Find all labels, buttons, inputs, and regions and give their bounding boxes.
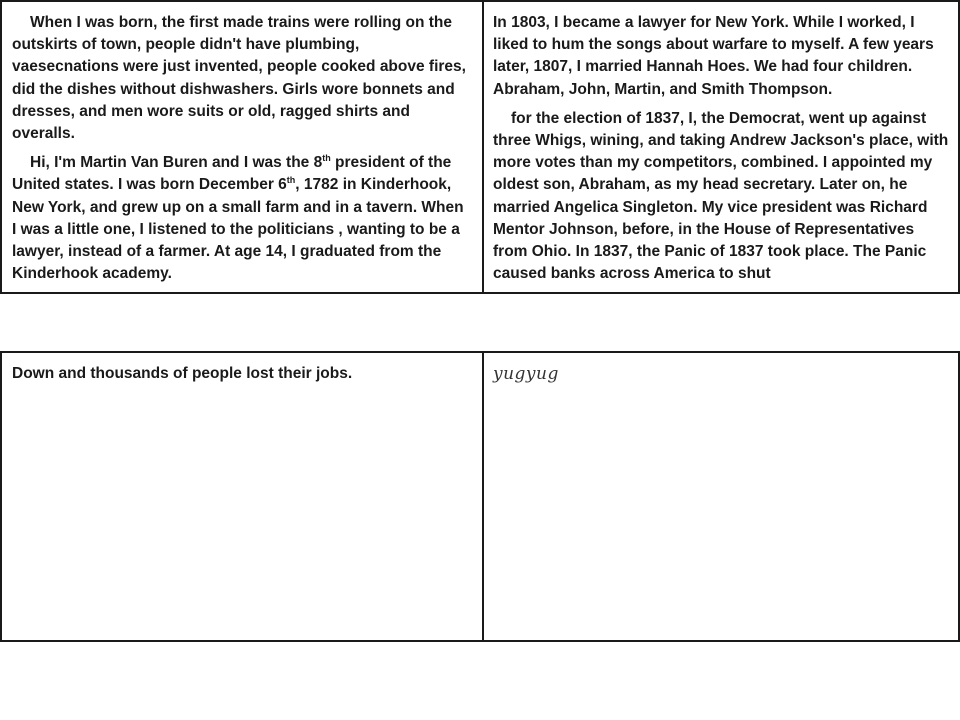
intro-text-part-1: Hi, I'm Martin Van Buren and I was the 8: [30, 154, 323, 172]
ordinal-suffix: th: [286, 175, 296, 186]
panic-continuation-paragraph: Down and thousands of people lost their jobs.: [12, 365, 353, 382]
top-row: [1, 1, 959, 293]
election-paragraph: for the election of 1837, I, the Democrat, went up against three Whigs, wining, and taking Andrew Jackson's place, with more votes than my competitors, combined. I appointed my oldest son, Abraham, as my head secretary. Later on, he married Angelica Singleton. My vice president was Richard Mentor Johnson, before, in the House of Representatives from Ohio. In 1837, the Panic of 1837 took place. The Panic caused banks across America to shut: [493, 109, 949, 283]
scribble-text: yugyug: [493, 364, 559, 384]
cell-top-left: [1, 1, 483, 293]
ordinal-suffix: th: [322, 153, 331, 164]
cell-bottom-left: [1, 352, 483, 641]
cell-bottom-left-content: [2, 353, 482, 385]
intro-text-part-3: , 1782 in Kinderhook, New York, and grew up on a small farm and in a tavern. When I was a little one, I listened to the politicians , wanting to be a lawyer, instead of a farmer. At age 14, I graduated from the Kinderhook academy.: [12, 176, 464, 283]
bottom-row: [1, 352, 959, 641]
bottom-text-table: [0, 351, 960, 642]
childhood-paragraph: When I was born, the first made trains were rolling on the outskirts of town, people didn't have plumbing, vaesecnations were just invented, people cooked above fires, did the dishes without dishwashers. Girls wore bonnets and dresses, and men wore suits or old, ragged shirts and overalls.: [12, 14, 466, 143]
cell-bottom-right: [483, 352, 959, 641]
cell-bottom-right-content: [484, 353, 958, 385]
cell-top-right: [483, 1, 959, 293]
career-paragraph: In 1803, I became a lawyer for New York. While I worked, I liked to hum the songs about warfare to myself. A few years later, 1807, I married Hannah Hoes. We had four children. Abraham, John, Martin, and Smith Thompson.: [493, 14, 934, 98]
introduction-paragraph: [12, 152, 468, 285]
intro-text-part-2: president of the United states. I was born December 6: [12, 154, 452, 194]
cell-top-right-content: [484, 2, 958, 285]
top-text-table: [0, 0, 960, 294]
cell-top-left-content: [2, 2, 482, 285]
